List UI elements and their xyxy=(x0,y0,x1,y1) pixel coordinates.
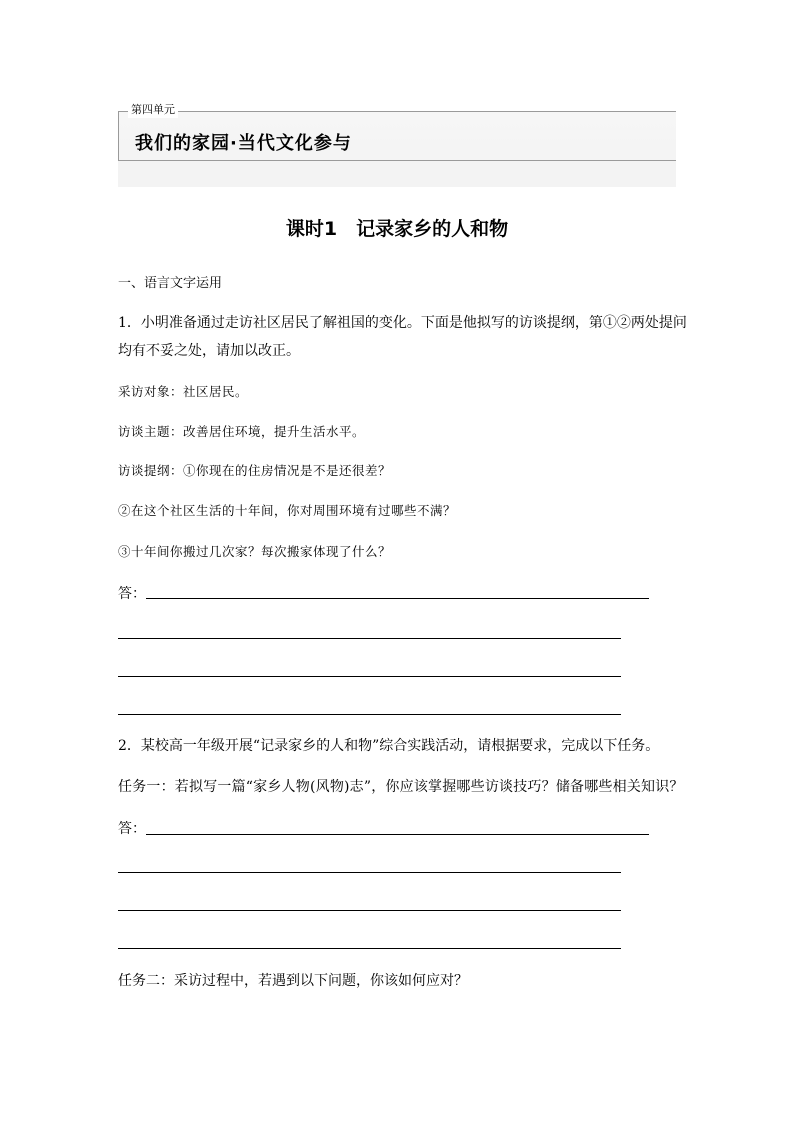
q1-outline-item3: ③十年间你搬过几次家？每次搬家体现了什么？ xyxy=(118,544,392,559)
q1-stem-line2: 均有不妥之处，请加以改正。 xyxy=(118,343,300,359)
q2-stem: 2．某校高一年级开展“记录家乡的人和物”综合实践活动，请根据要求，完成以下任务。 xyxy=(118,738,660,754)
q1-answer-line-4[interactable] xyxy=(118,714,621,715)
q1-outline-item2: ②在这个社区生活的十年间，你对周围环境有过哪些不满？ xyxy=(118,503,457,518)
banner-top-white xyxy=(118,97,676,111)
banner-left-rule xyxy=(118,111,119,161)
q2-answer-line-4[interactable] xyxy=(118,948,621,949)
q2-answer-line-1[interactable] xyxy=(146,834,649,835)
unit-label: 第四单元 xyxy=(128,102,178,118)
q1-answer-line-2[interactable] xyxy=(118,638,621,639)
q1-answer-line-3[interactable] xyxy=(118,676,621,677)
banner-top-rule xyxy=(118,111,676,112)
unit-title: 我们的家园·当代文化参与 xyxy=(135,133,352,154)
q1-outline-item1: 访谈提纲：①你现在的住房情况是不是还很差？ xyxy=(118,463,392,478)
q2-answer-label: 答： xyxy=(118,821,146,837)
q2-task2: 任务二：采访过程中，若遇到以下问题，你该如何应对？ xyxy=(118,973,468,989)
q1-answer-line-1[interactable] xyxy=(146,598,649,599)
q1-answer-label: 答： xyxy=(118,586,146,602)
section-heading: 一、语言文字运用 xyxy=(118,276,223,291)
q2-answer-line-3[interactable] xyxy=(118,910,621,911)
q2-task1: 任务一：若拟写一篇“家乡人物(风物)志”，你应该掌握哪些访谈技巧？储备哪些相关知识？ xyxy=(118,779,684,795)
banner-shade xyxy=(118,161,676,187)
q2-answer-line-2[interactable] xyxy=(118,872,621,873)
unit-banner xyxy=(118,97,676,187)
q1-interview-subject: 采访对象：社区居民。 xyxy=(118,384,249,399)
lesson-title: 课时1 记录家乡的人和物 xyxy=(285,218,509,240)
q1-stem-line1: 1．小明准备通过走访社区居民了解祖国的变化。下面是他拟写的访谈提纲，第①②两处提问 xyxy=(118,315,687,331)
q1-interview-theme: 访谈主题：改善居住环境，提升生活水平。 xyxy=(118,424,366,439)
